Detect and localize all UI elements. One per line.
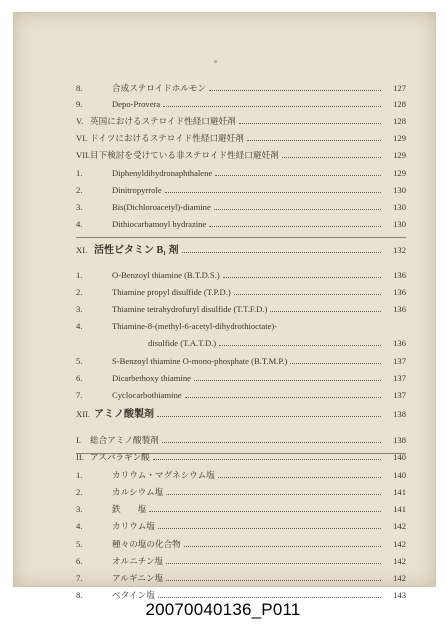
toc-page-number: 140 [393, 452, 406, 462]
toc-chapter-row [76, 243, 406, 258]
toc-page-number: 137 [393, 373, 406, 383]
toc-entry-title: 総合アミノ酸製剤 [90, 435, 159, 445]
toc-page-number: 128 [393, 116, 406, 126]
toc-entry-row [76, 285, 406, 300]
toc-entry-title: 合成ステロイドホルモン [112, 83, 207, 93]
toc-page-number: 128 [393, 99, 406, 109]
toc-entry-number: 2. [76, 287, 83, 297]
toc-entry-row [76, 388, 406, 403]
dot-leader [219, 336, 381, 346]
dot-leader [270, 302, 381, 312]
toc-entry-row [76, 537, 406, 552]
toc-entry-row [76, 97, 406, 112]
dot-leader [214, 200, 381, 210]
toc-entry-row [76, 217, 406, 232]
dot-leader [162, 433, 381, 443]
toc-page-number: 141 [393, 504, 406, 514]
toc-entry-row [76, 450, 406, 465]
toc-page-number: 138 [393, 435, 406, 445]
dot-leader [158, 588, 381, 598]
toc-entry-title: Dicarbethoxy thiamine [112, 373, 191, 383]
dot-leader [157, 407, 381, 417]
dot-leader [247, 131, 381, 141]
toc-entry-title: Thiamine-8-(methyl-6-acetyl-dihydrothioctate)- [112, 321, 278, 331]
toc-entry-number: 6. [76, 556, 83, 566]
toc-entry-title: オルニチン塩 [112, 556, 164, 566]
toc-entry-row [76, 468, 406, 483]
toc-entry-row [76, 519, 406, 534]
toc-entry-title: Thiamine tetrahydrofuryl disulfide (T.T.F.D.) [112, 304, 268, 314]
toc-page-number: 127 [393, 83, 406, 93]
toc-entry-row [76, 302, 406, 317]
dot-leader [163, 97, 381, 107]
toc-entry-number: 4. [76, 521, 83, 531]
toc-entry-row [76, 319, 406, 334]
toc-page-number: 132 [393, 245, 406, 255]
toc-entry-number: 7. [76, 390, 83, 400]
toc-entry-title: アルギニン塩 [112, 573, 164, 583]
section-divider [76, 237, 406, 238]
toc-entry-number: XI. [76, 245, 88, 255]
toc-entry-title: 鉄 塩 [112, 504, 147, 514]
toc-entry-title: ドイツにおけるステロイド性経口避妊剤 [90, 133, 244, 143]
toc-page-number: 130 [393, 202, 406, 212]
toc-page-number: 129 [393, 150, 406, 160]
toc-entry-title: O-Benzoyl thiamine (B.T.D.S.) [112, 270, 220, 280]
dot-leader [166, 485, 381, 495]
toc-entry-row [76, 166, 406, 181]
toc-page-number: 143 [393, 590, 406, 600]
toc-entry-number: 8. [76, 83, 83, 93]
dot-leader [153, 450, 381, 460]
toc-entry-title: Bis(Dichloroacetyl)-diamine [112, 202, 211, 212]
toc-page-number: 136 [393, 338, 406, 348]
toc-page-number: 137 [393, 356, 406, 366]
toc-entry-row [76, 81, 406, 96]
toc-entry-number: 2. [76, 487, 83, 497]
toc-page-number: 138 [393, 409, 406, 419]
toc-entry-title: Dinitropyrrole [112, 185, 162, 195]
toc-page-number: 142 [393, 573, 406, 583]
toc-entry-row [76, 502, 406, 517]
paper-speck [214, 60, 217, 63]
toc-page-number: 140 [393, 470, 406, 480]
toc-entry-number: I. [76, 435, 82, 445]
toc-page-number: 136 [393, 304, 406, 314]
toc-entry-row [76, 433, 406, 448]
toc-entry-row [76, 485, 406, 500]
toc-entry-row [76, 200, 406, 215]
toc-entry-row [76, 571, 406, 586]
toc-entry-title: Cyclocarbothiamine [112, 390, 182, 400]
toc-entry-number: 1. [76, 470, 83, 480]
toc-entry-number: VI. [76, 133, 88, 143]
dot-leader [182, 243, 381, 253]
toc-page-number: 141 [393, 487, 406, 497]
toc-page-number: 136 [393, 287, 406, 297]
dot-leader [290, 354, 381, 364]
dot-leader [209, 217, 381, 227]
toc-entry-title: Dithiocarbamoyl hydrazine [112, 219, 207, 229]
toc-entry-number: VII. [76, 150, 91, 160]
dot-leader [166, 554, 381, 564]
toc-entry-number: 1. [76, 168, 83, 178]
dot-leader [166, 571, 381, 581]
toc-entry-row [76, 554, 406, 569]
toc-entry-title: アスパラギン酸 [90, 452, 150, 462]
dot-leader [149, 502, 381, 512]
toc-entry-number: 4. [76, 321, 83, 331]
dot-leader [184, 537, 381, 547]
toc-entry-row [76, 371, 406, 386]
toc-page-number: 129 [393, 133, 406, 143]
toc-entry-title: Depo-Provera [112, 99, 161, 109]
toc-entry-number: II. [76, 452, 84, 462]
toc-entry-number: 5. [76, 356, 83, 366]
dot-leader [194, 371, 381, 381]
toc-entry-row [76, 354, 406, 369]
toc-entry-title: 種々の塩の化合物 [112, 539, 181, 549]
toc-entry-title: S-Benzoyl thiamine O-mono-phosphate (B.T.M.P.) [112, 356, 288, 366]
toc-entry-row [76, 183, 406, 198]
toc-entry-number: V. [76, 116, 84, 126]
toc-entry-row [76, 336, 406, 351]
dot-leader [185, 388, 381, 398]
toc-entry-title: 目下検討を受けている非ステロイド性経口避妊剤 [90, 150, 279, 160]
toc-page-number: 142 [393, 539, 406, 549]
dot-leader [218, 468, 381, 478]
toc-entry-title: カリウム塩 [112, 521, 155, 531]
toc-entry-row [76, 131, 406, 146]
toc-page-number: 137 [393, 390, 406, 400]
toc-entry-number: 1. [76, 270, 83, 280]
toc-entry-title: カリウム・マグネシウム塩 [112, 470, 215, 480]
dot-leader [209, 81, 381, 91]
dot-leader [282, 148, 381, 158]
toc-entry-number: 4. [76, 219, 83, 229]
toc-entry-title: 活性ビタミン B₁ 剤 [94, 245, 179, 256]
toc-entry-row [76, 268, 406, 283]
toc-page-number: 142 [393, 556, 406, 566]
toc-entry-title: Diphenyldihydronaphthalene [112, 168, 213, 178]
toc-entry-number: 8. [76, 590, 83, 600]
dot-leader [234, 285, 381, 295]
toc-entry-number: 3. [76, 504, 83, 514]
toc-page-number: 130 [393, 219, 406, 229]
toc-entry-title: 英国におけるステロイド性経口避妊剤 [90, 116, 236, 126]
image-caption: 20070040136_P011 [145, 600, 301, 619]
dot-leader [239, 114, 381, 124]
toc-entry-number: 3. [76, 304, 83, 314]
toc-entry-number: 9. [76, 99, 83, 109]
toc-entry-row [76, 148, 406, 163]
toc-entry-number: 7. [76, 573, 83, 583]
toc-page-number: 136 [393, 270, 406, 280]
toc-page-number: 130 [393, 185, 406, 195]
toc-entry-title: カルシウム塩 [112, 487, 164, 497]
toc-entry-number: 3. [76, 202, 83, 212]
toc-entry-number: 5. [76, 539, 83, 549]
toc-entry-title: Thiamine propyl disulfide (T.P.D.) [112, 287, 231, 297]
toc-entry-title: disulfide (T.A.T.D.) [148, 338, 217, 348]
toc-entry-number: 6. [76, 373, 83, 383]
toc-chapter-row [76, 407, 406, 422]
scanned-page [13, 12, 436, 600]
toc-entry-title: ベタイン塩 [112, 590, 155, 600]
toc-page-number: 129 [393, 168, 406, 178]
dot-leader [215, 166, 381, 176]
toc-entry-number: XII. [76, 409, 91, 419]
toc-entry-number: 2. [76, 185, 83, 195]
toc-entry-row [76, 114, 406, 129]
dot-leader [158, 519, 381, 529]
dot-leader [223, 268, 381, 278]
toc-entry-title: アミノ酸製剤 [94, 409, 154, 420]
toc-page-number: 142 [393, 521, 406, 531]
dot-leader [165, 183, 381, 193]
